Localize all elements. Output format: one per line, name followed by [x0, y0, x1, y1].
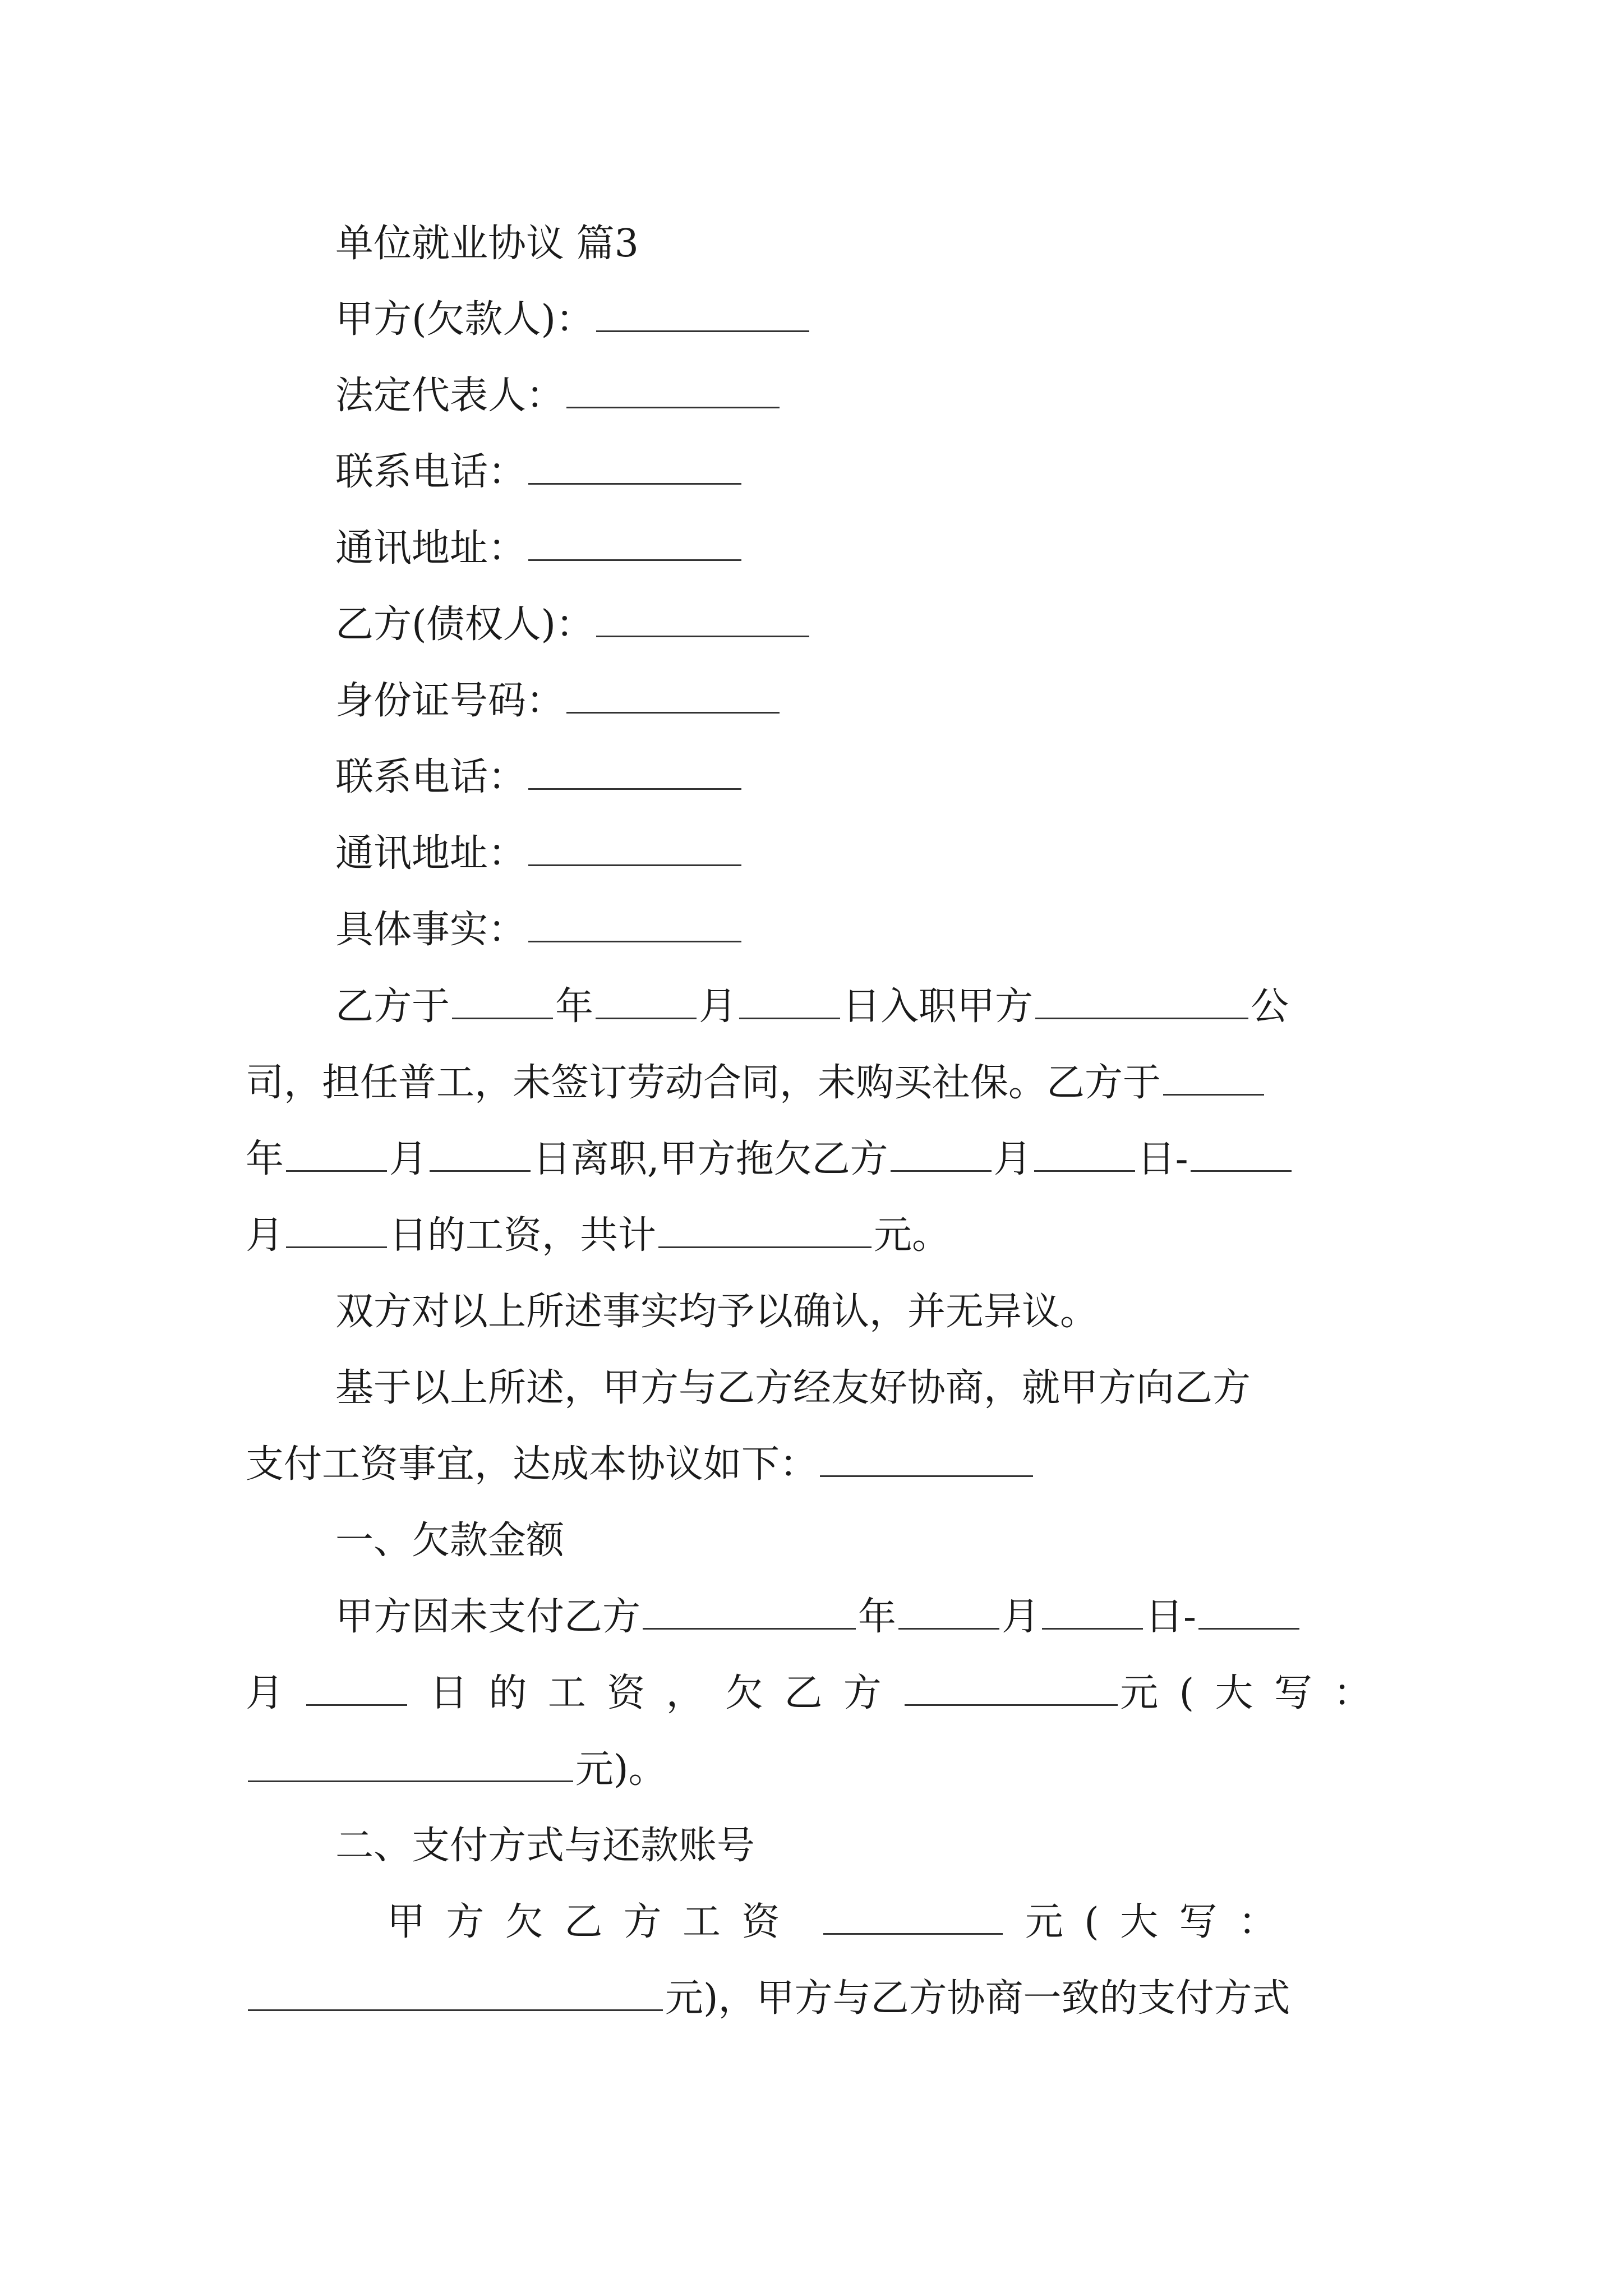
text: 日入职甲方 [842, 984, 1034, 1029]
field-party-a [0, 280, 1623, 359]
text: 支付工资事宜，达成本协议如下： [246, 1442, 818, 1487]
section-2-heading [0, 1807, 1623, 1885]
text: 元(大写： [1025, 1900, 1298, 1944]
blank-line [891, 1170, 992, 1172]
text: 日的工资，共计 [389, 1213, 657, 1258]
field-label: 通讯地址： [335, 831, 527, 876]
blank-line [528, 788, 741, 790]
blank-line [898, 1628, 999, 1630]
fact-line-1 [0, 968, 1623, 1046]
basis-line-2 [0, 1425, 1623, 1504]
field-facts [0, 891, 1623, 969]
blank-line [528, 864, 741, 866]
field-legal-rep [0, 357, 1623, 435]
blank-line [1042, 1628, 1143, 1630]
heading-text: 二、支付方式与还款账号 [335, 1824, 755, 1868]
text: 日离职,甲方拖欠乙方 [533, 1137, 888, 1181]
blank-line [1034, 1170, 1135, 1172]
field-phone-b [0, 738, 1623, 817]
text: 基于以上所述，甲方与乙方经友好协商，就甲方向乙方 [335, 1366, 1251, 1410]
text: 乙方于 [335, 984, 450, 1029]
fact-line-2 [0, 1044, 1623, 1122]
text: 日的工资，欠乙方 [430, 1671, 903, 1715]
field-id-number [0, 662, 1623, 740]
text: 公 [1251, 984, 1289, 1029]
field-label: 具体事实： [335, 908, 527, 952]
blank-line [566, 712, 780, 714]
heading-text: 一、欠款金额 [335, 1519, 565, 1563]
blank-line [528, 559, 741, 561]
blank-line [1198, 1628, 1299, 1630]
basis-line-1 [0, 1349, 1623, 1428]
confirm-paragraph [0, 1273, 1623, 1351]
section-2-line-2 [0, 1959, 1623, 2038]
text: 双方对以上所述事实均予以确认，并无异议。 [335, 1290, 1099, 1334]
blank-line [248, 2009, 663, 2011]
text: 甲方因未支付乙方 [335, 1595, 641, 1639]
section-1-line-2 [0, 1654, 1623, 1733]
section-1-heading [0, 1502, 1623, 1580]
document-title [0, 205, 1623, 283]
section-1-line-1 [0, 1578, 1623, 1657]
blank-line [306, 1704, 407, 1706]
blank-line [905, 1704, 1118, 1706]
blank-line [596, 330, 809, 332]
blank-line [528, 483, 741, 485]
blank-line [658, 1246, 872, 1248]
text: 年 [246, 1137, 284, 1181]
section-2-line-1 [0, 1883, 1623, 1962]
field-label: 乙方(债权人)： [335, 602, 594, 647]
field-phone-a [0, 433, 1623, 512]
text: 年 [858, 1595, 897, 1639]
blank-line [643, 1628, 856, 1630]
blank-line [286, 1246, 387, 1248]
blank-line [823, 1933, 1003, 1935]
text: 月 [389, 1137, 428, 1181]
field-label: 联系电话： [335, 755, 527, 799]
fact-line-3 [0, 1120, 1623, 1199]
blank-line [596, 1018, 697, 1019]
blank-line [566, 407, 780, 408]
blank-line [528, 941, 741, 942]
blank-line [820, 1475, 1033, 1477]
field-label: 联系电话： [335, 450, 527, 494]
text: 元)。 [575, 1747, 667, 1792]
field-address-a [0, 509, 1623, 588]
blank-line [248, 1780, 573, 1782]
field-label: 通讯地址： [335, 526, 527, 570]
blank-line [1191, 1170, 1292, 1172]
field-address-b [0, 815, 1623, 893]
field-label: 身份证号码： [335, 679, 565, 723]
blank-line [286, 1170, 387, 1172]
field-party-b [0, 586, 1623, 664]
section-1-line-3 [0, 1731, 1623, 1809]
text: 元)，甲方与乙方协商一致的支付方式 [665, 1976, 1290, 2021]
blank-line [430, 1170, 531, 1172]
text: 月 [1002, 1595, 1040, 1639]
blank-line [1035, 1018, 1248, 1019]
text: 日- [1145, 1595, 1197, 1639]
field-label: 法定代表人： [335, 374, 565, 418]
text: 甲方欠乙方工资 [387, 1900, 801, 1944]
blank-line [596, 636, 809, 637]
text: 元(大写： [1120, 1671, 1393, 1715]
field-label: 甲方(欠款人)： [335, 297, 594, 342]
blank-line [1163, 1094, 1264, 1096]
text: 日- [1137, 1137, 1188, 1181]
text: 月 [246, 1213, 284, 1258]
text: 司，担任普工，未签订劳动合同，未购买社保。乙方于 [246, 1061, 1161, 1105]
text: 月 [699, 984, 737, 1029]
text: 年 [555, 984, 594, 1029]
blank-line [739, 1018, 840, 1019]
text: 元。 [874, 1213, 951, 1258]
fact-line-4 [0, 1197, 1623, 1275]
text: 月 [246, 1671, 284, 1715]
text: 月 [993, 1137, 1032, 1181]
blank-line [452, 1018, 553, 1019]
title-text: 单位就业协议 篇3 [335, 222, 639, 266]
